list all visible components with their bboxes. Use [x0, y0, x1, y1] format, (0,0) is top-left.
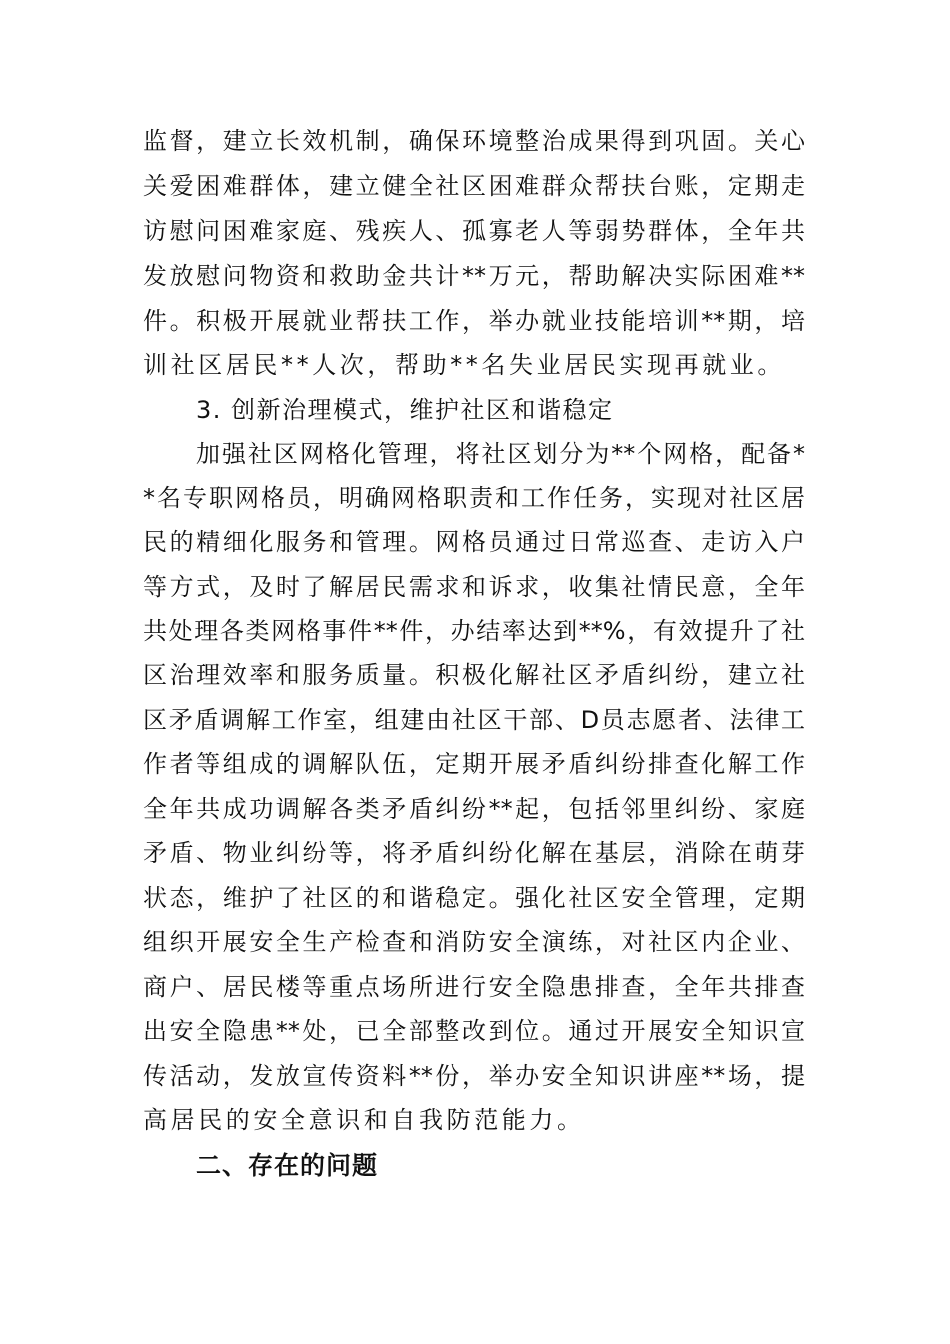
paragraph-line: 高居民的安全意识和自我防范能力。	[143, 1106, 585, 1134]
paragraph-line: 民的精细化服务和管理。网格员通过日常巡查、走访入户	[143, 528, 805, 556]
paragraph-line: 区矛盾调解工作室，组建由社区干部、D员志愿者、法律工	[143, 706, 805, 734]
paragraph-line: 矛盾、物业纠纷等，将矛盾纠纷化解在基层，消除在萌芽	[143, 839, 805, 867]
paragraph-line: 加强社区网格化管理，将社区划分为**个网格，配备*	[196, 440, 805, 468]
paragraph-line: 监督，建立长效机制，确保环境整治成果得到巩固。关心	[143, 127, 805, 155]
section-heading: 3. 创新治理模式，维护社区和谐稳定	[196, 396, 614, 424]
paragraph-line: 作者等组成的调解队伍，定期开展矛盾纠纷排查化解工作	[143, 750, 805, 778]
paragraph-line: 访慰问困难家庭、残疾人、孤寡老人等弱势群体，全年共	[143, 217, 805, 245]
section-heading: 二、存在的问题	[196, 1151, 379, 1180]
paragraph-line: 等方式，及时了解居民需求和诉求，收集社情民意，全年	[143, 573, 805, 601]
paragraph-line: *名专职网格员，明确网格职责和工作任务，实现对社区居	[143, 484, 805, 512]
paragraph-line: 训社区居民**人次，帮助**名失业居民实现再就业。	[143, 351, 785, 379]
paragraph-line: 发放慰问物资和救助金共计**万元，帮助解决实际困难**	[143, 262, 805, 290]
paragraph-line: 传活动，发放宣传资料**份，举办安全知识讲座**场，提	[143, 1062, 805, 1090]
paragraph-line: 件。积极开展就业帮扶工作，举办就业技能培训**期，培	[143, 307, 805, 335]
paragraph-line: 区治理效率和服务质量。积极化解社区矛盾纠纷，建立社	[143, 661, 805, 689]
paragraph-line: 全年共成功调解各类矛盾纠纷**起，包括邻里纠纷、家庭	[143, 795, 805, 823]
paragraph-line: 关爱困难群体，建立健全社区困难群众帮扶台账，定期走	[143, 172, 805, 200]
paragraph-line: 出安全隐患**处，已全部整改到位。通过开展安全知识宣	[143, 1017, 805, 1045]
paragraph-line: 商户、居民楼等重点场所进行安全隐患排查，全年共排查	[143, 973, 805, 1001]
paragraph-line: 状态，维护了社区的和谐稳定。强化社区安全管理，定期	[143, 884, 805, 912]
paragraph-line: 组织开展安全生产检查和消防安全演练，对社区内企业、	[143, 928, 805, 956]
paragraph-line: 共处理各类网格事件**件，办结率达到**%，有效提升了社	[143, 617, 805, 645]
